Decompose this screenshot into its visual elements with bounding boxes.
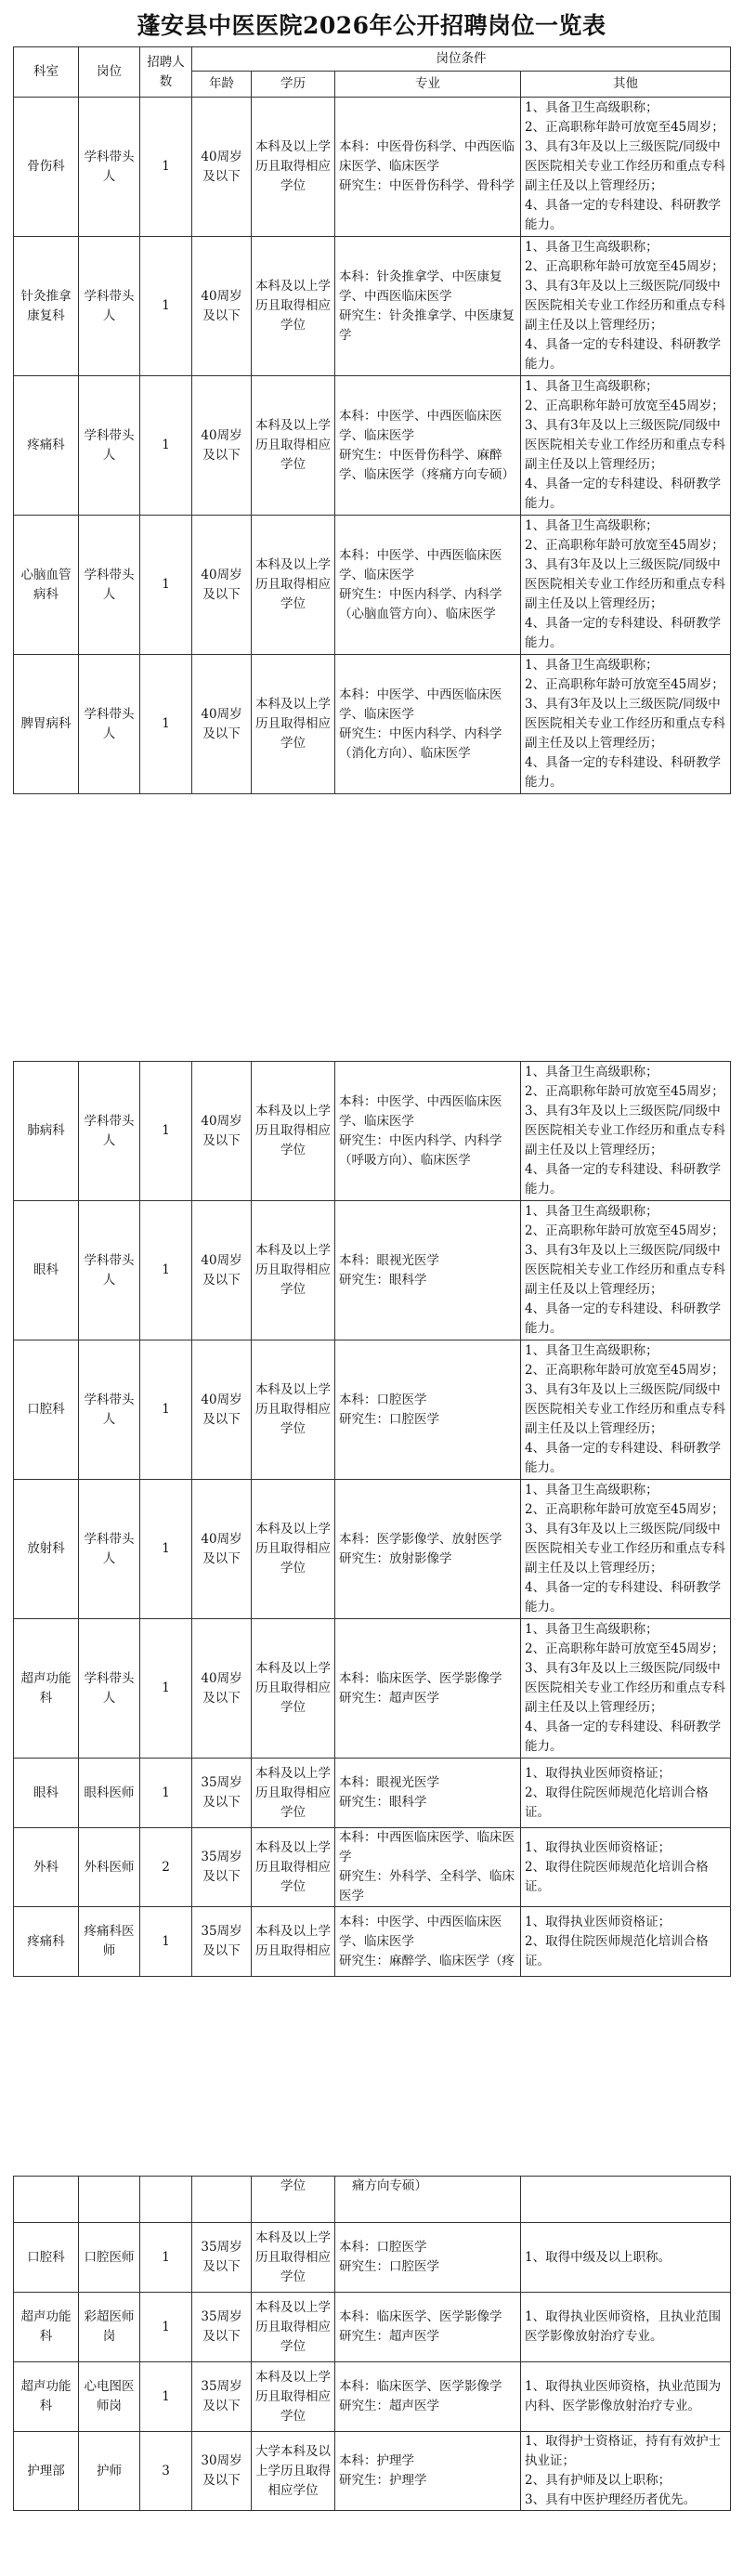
cell-post: 学科带头人: [79, 1619, 140, 1759]
cell-major: 本科：临床医学、医学影像学 研究生：超声医学: [335, 2362, 521, 2432]
cell-count: 1: [140, 2293, 192, 2362]
cell-dept: 眼科: [14, 1201, 79, 1340]
cell-other: 1、具备卫生高级职称； 2、正高职称年龄可放宽至45周岁； 3、具有3年及以上三级医院/同级中医医院相关专业工作经历和重点专科副主任及以上管理经历； 4、具备一定的专科建设、科研教学能力。: [521, 1062, 731, 1201]
cell-count: 1: [140, 2362, 192, 2432]
cell-other: 1、具备卫生高级职称； 2、正高职称年龄可放宽至45周岁； 3、具有3年及以上三级医院/同级中医医院相关专业工作经历和重点专科副主任及以上管理经历； 4、具备一定的专科建设、科研教学能力。: [521, 376, 731, 516]
cell-major: 本科：眼视光医学 研究生：眼科学: [335, 1759, 521, 1828]
cell-age: 40周岁及以下: [192, 1340, 252, 1480]
cell-post: 学科带头人: [79, 655, 140, 794]
cell-post: 外科医师: [79, 1828, 140, 1907]
cell-age: 40周岁及以下: [192, 1201, 252, 1340]
cell-edu: 本科及以上学历且取得相应学位: [252, 655, 335, 794]
table-row: [14, 655, 731, 794]
cell-post: 学科带头人: [79, 1340, 140, 1480]
cell-count: 1: [140, 1907, 192, 1977]
cell-major: 本科：中医学、中西医临床医学、临床医学 研究生：麻醉学、临床医学（疼: [335, 1907, 521, 1977]
cell-count: 2: [140, 1828, 192, 1907]
cell-other: [521, 2177, 731, 2223]
cell-age: 35周岁及以下: [192, 1907, 252, 1977]
cell-edu: 本科及以上学历且取得相应学位: [252, 1619, 335, 1759]
cell-other: 1、具备卫生高级职称； 2、正高职称年龄可放宽至45周岁； 3、具有3年及以上三级医院/同级中医医院相关专业工作经历和重点专科副主任及以上管理经历； 4、具备一定的专科建设、科研教学能力。: [521, 516, 731, 655]
cell-post: 护师: [79, 2432, 140, 2511]
cell-edu: 本科及以上学历且取得相应学位: [252, 1340, 335, 1480]
cell-other: 1、取得执业医师资格，执业范围为内科、医学影像放射治疗专业。: [521, 2362, 731, 2432]
cell-post: 学科带头人: [79, 376, 140, 516]
cell-age: 40周岁及以下: [192, 1619, 252, 1759]
cell-major: 本科：医学影像学、放射医学 研究生：放射影像学: [335, 1480, 521, 1619]
cell-dept: 疼痛科: [14, 1907, 79, 1977]
cell-age: 40周岁及以下: [192, 1480, 252, 1619]
cell-age: [192, 2177, 252, 2223]
cell-dept: 放射科: [14, 1480, 79, 1619]
table-row: [14, 1201, 731, 1340]
table-row: [14, 2293, 731, 2362]
cell-post: 学科带头人: [79, 98, 140, 237]
cell-major: 本科：护理学 研究生：护理学: [335, 2432, 521, 2511]
positions-table-page-3: [13, 2176, 731, 2511]
cell-major: 本科：中医学、中西医临床医学、临床医学 研究生：中医内科学、内科学（心脑血管方向）、临床医学: [335, 516, 521, 655]
cell-dept: 肺病科: [14, 1062, 79, 1201]
cell-age: 35周岁及以下: [192, 1828, 252, 1907]
positions-table-page-1: [13, 46, 731, 794]
cell-dept: 超声功能科: [14, 1619, 79, 1759]
cell-post: 口腔医师: [79, 2223, 140, 2293]
cell-count: [140, 2177, 192, 2223]
cell-post: 学科带头人: [79, 237, 140, 376]
table-row-continuation: [14, 2177, 731, 2223]
cell-age: 40周岁及以下: [192, 655, 252, 794]
header-post: 岗位: [79, 47, 140, 98]
cell-count: 1: [140, 1619, 192, 1759]
cell-other: 1、具备卫生高级职称； 2、正高职称年龄可放宽至45周岁； 3、具有3年及以上三级医院/同级中医医院相关专业工作经历和重点专科副主任及以上管理经历； 4、具备一定的专科建设、科研教学能力。: [521, 1201, 731, 1340]
cell-age: 40周岁及以下: [192, 1062, 252, 1201]
cell-age: 30周岁及以下: [192, 2432, 252, 2511]
cell-count: 1: [140, 2223, 192, 2293]
cell-dept: 心脑血管病科: [14, 516, 79, 655]
table-row: [14, 1759, 731, 1828]
cell-other: 1、取得执业医师资格，且执业范围医学影像放射治疗专业。: [521, 2293, 731, 2362]
cell-other: 1、取得执业医师资格证； 2、取得住院医师规范化培训合格证。: [521, 1828, 731, 1907]
cell-edu: 本科及以上学历且取得相应学位: [252, 2293, 335, 2362]
cell-major: 本科：中医骨伤科学、中西医临床医学、临床医学 研究生：中医骨伤科学、骨科学: [335, 98, 521, 237]
cell-dept: 护理部: [14, 2432, 79, 2511]
cell-age: 35周岁及以下: [192, 2223, 252, 2293]
cell-count: 1: [140, 1201, 192, 1340]
cell-other: 1、取得护士资格证，持有有效护士执业证； 2、具有护师及以上职称； 3、具有中医护理经历者优先。: [521, 2432, 731, 2511]
cell-major: 本科：中医学、中西医临床医学、临床医学 研究生：中医内科学、内科学（消化方向）、临床医学: [335, 655, 521, 794]
cell-other: 1、具备卫生高级职称； 2、正高职称年龄可放宽至45周岁； 3、具有3年及以上三级医院/同级中医医院相关专业工作经历和重点专科副主任及以上管理经历； 4、具备一定的专科建设、科研教学能力。: [521, 237, 731, 376]
cell-dept: 外科: [14, 1828, 79, 1907]
cell-edu: 本科及以上学历且取得相应学位: [252, 2362, 335, 2432]
cell-dept: 眼科: [14, 1759, 79, 1828]
cell-edu: 本科及以上学历且取得相应学位: [252, 1480, 335, 1619]
cell-dept: 口腔科: [14, 1340, 79, 1480]
cell-post: 学科带头人: [79, 516, 140, 655]
table-row: [14, 2432, 731, 2511]
table-row: [14, 237, 731, 376]
cell-edu: 本科及以上学历且取得相应: [252, 1907, 335, 1977]
cell-edu: 大学本科及以上学历且取得相应学位: [252, 2432, 335, 2511]
cell-other: 1、取得执业医师资格证； 2、取得住院医师规范化培训合格证。: [521, 1759, 731, 1828]
cell-major: 本科：中西医临床医学、临床医学 研究生：外科学、全科学、临床医学: [335, 1828, 521, 1907]
cell-dept: 疼痛科: [14, 376, 79, 516]
cell-dept: [14, 2177, 79, 2223]
cell-edu: 本科及以上学历且取得相应学位: [252, 237, 335, 376]
cell-count: 1: [140, 98, 192, 237]
cell-post: 学科带头人: [79, 1201, 140, 1340]
table-row: [14, 1480, 731, 1619]
cell-age: 35周岁及以下: [192, 2293, 252, 2362]
table-row: [14, 1619, 731, 1759]
cell-edu: 本科及以上学历且取得相应学位: [252, 2223, 335, 2293]
cell-other: 1、具备卫生高级职称； 2、正高职称年龄可放宽至45周岁； 3、具有3年及以上三级医院/同级中医医院相关专业工作经历和重点专科副主任及以上管理经历； 4、具备一定的专科建设、科研教学能力。: [521, 1619, 731, 1759]
cell-other: 1、具备卫生高级职称； 2、正高职称年龄可放宽至45周岁； 3、具有3年及以上三级医院/同级中医医院相关专业工作经历和重点专科副主任及以上管理经历； 4、具备一定的专科建设、科研教学能力。: [521, 1480, 731, 1619]
cell-age: 35周岁及以下: [192, 1759, 252, 1828]
cell-edu: 本科及以上学历且取得相应学位: [252, 1759, 335, 1828]
cell-count: 1: [140, 1480, 192, 1619]
table-row: [14, 2223, 731, 2293]
cell-major: 本科：临床医学、医学影像学 研究生：超声医学: [335, 2293, 521, 2362]
cell-major: 本科：中医学、中西医临床医学、临床医学 研究生：中医内科学、内科学（呼吸方向）、临床医学: [335, 1062, 521, 1201]
cell-other: 1、具备卫生高级职称； 2、正高职称年龄可放宽至45周岁； 3、具有3年及以上三级医院/同级中医医院相关专业工作经历和重点专科副主任及以上管理经历； 4、具备一定的专科建设、科研教学能力。: [521, 655, 731, 794]
table-row: [14, 376, 731, 516]
header-conditions: 岗位条件: [192, 47, 731, 72]
header-edu: 学历: [252, 72, 335, 98]
cell-edu: 本科及以上学历且取得相应学位: [252, 1828, 335, 1907]
cell-edu: 学位: [252, 2177, 335, 2223]
cell-dept: 针灸推拿康复科: [14, 237, 79, 376]
header-dept: 科室: [14, 47, 79, 98]
cell-age: 40周岁及以下: [192, 516, 252, 655]
cell-other: 1、具备卫生高级职称； 2、正高职称年龄可放宽至45周岁； 3、具有3年及以上三级医院/同级中医医院相关专业工作经历和重点专科副主任及以上管理经历； 4、具备一定的专科建设、科研教学能力。: [521, 1340, 731, 1480]
header-count: 招聘人数: [140, 47, 192, 98]
cell-age: 40周岁及以下: [192, 376, 252, 516]
cell-major: 本科：中医学、中西医临床医学、临床医学 研究生：中医骨伤科学、麻醉学、临床医学（疼痛方向专硕）: [335, 376, 521, 516]
table-row: [14, 516, 731, 655]
cell-edu: 本科及以上学历且取得相应学位: [252, 376, 335, 516]
cell-dept: 口腔科: [14, 2223, 79, 2293]
cell-dept: 超声功能科: [14, 2293, 79, 2362]
cell-dept: 超声功能科: [14, 2362, 79, 2432]
table-row: [14, 2362, 731, 2432]
cell-major: 本科：口腔医学 研究生：口腔医学: [335, 2223, 521, 2293]
positions-table-page-2: [13, 1061, 731, 1977]
cell-count: 3: [140, 2432, 192, 2511]
cell-count: 1: [140, 655, 192, 794]
cell-major: 痛方向专硕）: [335, 2177, 521, 2223]
header-other: 其他: [521, 72, 731, 98]
cell-age: 40周岁及以下: [192, 237, 252, 376]
table-row: [14, 1907, 731, 1977]
cell-other: 1、取得执业医师资格证； 2、取得住院医师规范化培训合格证。: [521, 1907, 731, 1977]
cell-edu: 本科及以上学历且取得相应学位: [252, 1062, 335, 1201]
cell-post: 眼科医师: [79, 1759, 140, 1828]
cell-other: 1、具备卫生高级职称； 2、正高职称年龄可放宽至45周岁； 3、具有3年及以上三级医院/同级中医医院相关专业工作经历和重点专科副主任及以上管理经历； 4、具备一定的专科建设、科研教学能力。: [521, 98, 731, 237]
cell-count: 1: [140, 376, 192, 516]
cell-age: 40周岁及以下: [192, 98, 252, 237]
cell-major: 本科：临床医学、医学影像学 研究生：超声医学: [335, 1619, 521, 1759]
cell-dept: 骨伤科: [14, 98, 79, 237]
cell-post: 疼痛科医师: [79, 1907, 140, 1977]
cell-dept: 脾胃病科: [14, 655, 79, 794]
header-major: 专业: [335, 72, 521, 98]
cell-edu: 本科及以上学历且取得相应学位: [252, 516, 335, 655]
cell-edu: 本科及以上学历且取得相应学位: [252, 98, 335, 237]
table-row: [14, 1340, 731, 1480]
cell-edu: 本科及以上学历且取得相应学位: [252, 1201, 335, 1340]
cell-major: 本科：口腔医学 研究生：口腔医学: [335, 1340, 521, 1480]
cell-count: 1: [140, 1062, 192, 1201]
cell-count: 1: [140, 516, 192, 655]
cell-age: 35周岁及以下: [192, 2362, 252, 2432]
cell-major: 本科：针灸推拿学、中医康复学、中西医临床医学 研究生：针灸推拿学、中医康复学: [335, 237, 521, 376]
header-age: 年龄: [192, 72, 252, 98]
cell-post: [79, 2177, 140, 2223]
cell-post: 彩超医师岗: [79, 2293, 140, 2362]
cell-count: 1: [140, 237, 192, 376]
cell-major: 本科：眼视光医学 研究生：眼科学: [335, 1201, 521, 1340]
cell-count: 1: [140, 1340, 192, 1480]
cell-other: 1、取得中级及以上职称。: [521, 2223, 731, 2293]
table-row: [14, 98, 731, 237]
page-title: 蓬安县中医医院2026年公开招聘岗位一览表: [137, 12, 606, 39]
table-row: [14, 1062, 731, 1201]
cell-post: 心电图医师岗: [79, 2362, 140, 2432]
cell-count: 1: [140, 1759, 192, 1828]
cell-post: 学科带头人: [79, 1062, 140, 1201]
cell-post: 学科带头人: [79, 1480, 140, 1619]
table-row: [14, 1828, 731, 1907]
